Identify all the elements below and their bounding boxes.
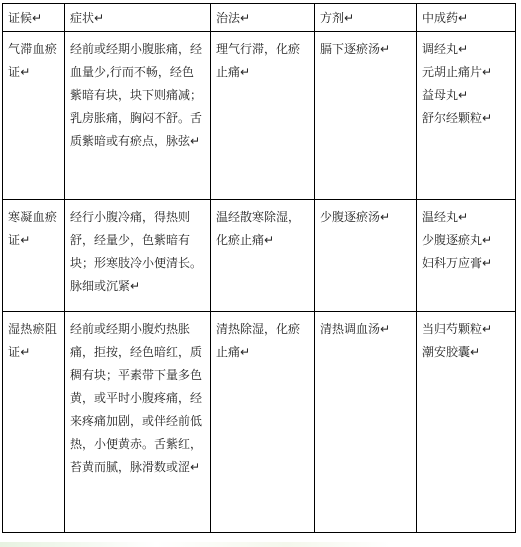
table-row bbox=[3, 312, 516, 533]
patent-medicine-cell bbox=[417, 200, 516, 312]
patent-medicine-item: 舒尔经颗粒↵ bbox=[422, 111, 493, 125]
header-row bbox=[3, 4, 516, 32]
header-formula: 方剂↵ bbox=[315, 4, 417, 32]
formula-cell: 膈下逐瘀汤↵ bbox=[315, 32, 417, 200]
patent-medicine-item: 调经丸↵ bbox=[422, 42, 469, 56]
pattern-cell: 湿热瘀阻证↵ bbox=[3, 312, 65, 533]
patent-medicine-cell bbox=[417, 32, 516, 200]
pattern-cell: 寒凝血瘀证↵ bbox=[3, 200, 65, 312]
patent-medicine-item: 益母丸↵ bbox=[422, 88, 469, 102]
header-pattern: 证候↵ bbox=[3, 4, 65, 32]
header-symptoms: 症状↵ bbox=[65, 4, 211, 32]
tcm-syndrome-table bbox=[2, 3, 516, 533]
patent-medicine-item: 潮安胶囊↵ bbox=[422, 345, 481, 359]
treatment-cell: 清热除湿，化瘀止痛↵ bbox=[211, 312, 315, 533]
patent-medicine-item: 温经丸↵ bbox=[422, 210, 469, 224]
formula-cell: 清热调血汤↵ bbox=[315, 312, 417, 533]
symptoms-cell: 经行小腹冷痛，得热则舒，经量少，色紫暗有块；形寒肢冷小便清长。脉细或沉紧↵ bbox=[65, 200, 211, 312]
header-treatment: 治法↵ bbox=[211, 4, 315, 32]
bottom-watermark-strip bbox=[0, 542, 521, 547]
symptoms-cell: 经前或经期小腹灼热胀痛，拒按，经色暗红，质稠有块；平素带下量多色黄，或平时小腹疼痛，经来疼痛加剧，或伴经前低热，小便黄赤。舌紫红，苔黄而腻，脉滑数或涩↵ bbox=[65, 312, 211, 533]
header-patent-medicine: 中成药↵ bbox=[417, 4, 516, 32]
symptoms-cell: 经前或经期小腹胀痛，经血量少,行而不畅，经色紫暗有块，块下则痛减；乳房胀痛，胸闷不舒。舌质紫暗或有瘀点，脉弦↵ bbox=[65, 32, 211, 200]
patent-medicine-item: 当归芍颗粒↵ bbox=[422, 322, 493, 336]
patent-medicine-item: 元胡止痛片↵ bbox=[422, 65, 493, 79]
patent-medicine-item: 妇科万应膏↵ bbox=[422, 256, 493, 270]
table-row bbox=[3, 32, 516, 200]
patent-medicine-item: 少腹逐瘀丸↵ bbox=[422, 233, 493, 247]
patent-medicine-cell bbox=[417, 312, 516, 533]
table-row bbox=[3, 200, 516, 312]
pattern-cell: 气滞血瘀证↵ bbox=[3, 32, 65, 200]
treatment-cell: 理气行滞，化瘀止痛↵ bbox=[211, 32, 315, 200]
formula-cell: 少腹逐瘀汤↵ bbox=[315, 200, 417, 312]
treatment-cell: 温经散寒除湿，化瘀止痛↵ bbox=[211, 200, 315, 312]
